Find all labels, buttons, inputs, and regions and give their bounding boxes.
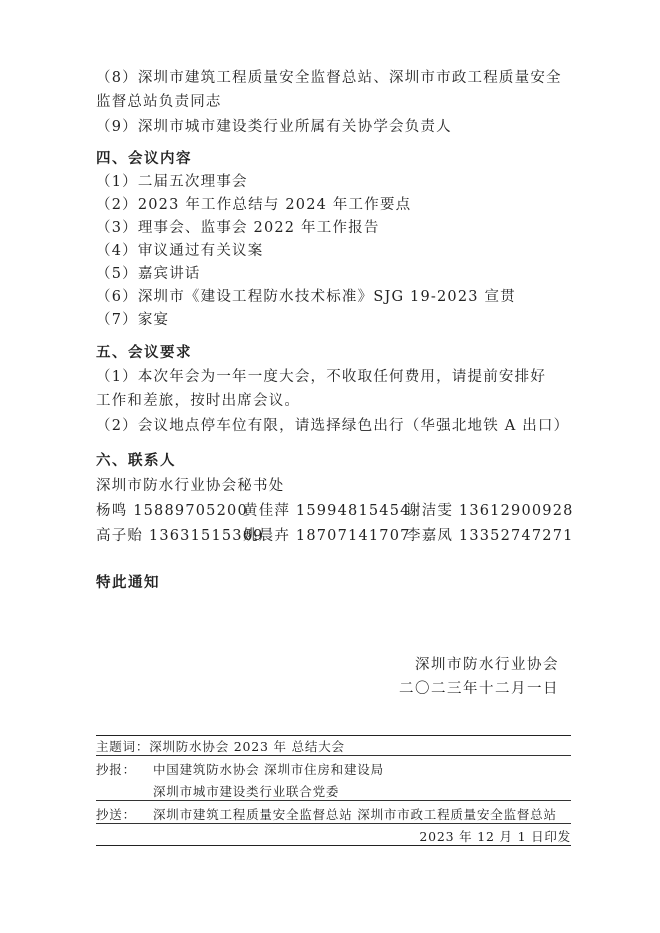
requirement-item-1: （1）本次年会为一年一度大会，不收取任何费用，请提前安排好 <box>96 369 547 385</box>
section-6-heading: 六、联系人 <box>96 453 176 469</box>
attendee-item-8: （8）深圳市建筑工程质量安全监督总站、深圳市市政工程质量安全 <box>96 70 562 86</box>
contact-person: 高子贻 13631515369 <box>96 528 264 544</box>
agenda-item: （7）家宴 <box>96 312 170 328</box>
contact-person: 黄佳萍 15994815454 <box>243 503 411 519</box>
subject-label: 主题词： <box>96 739 150 754</box>
footer-rule-bottom <box>96 845 571 846</box>
report-recipients-2: 深圳市城市建设类行业联合党委 <box>153 784 340 799</box>
footer-report-row-2 <box>96 782 571 800</box>
send-recipients: 深圳市建筑工程质量安全监督总站 深圳市市政工程质量安全监督总站 <box>153 807 557 822</box>
section-5-heading: 五、会议要求 <box>96 345 192 361</box>
agenda-item: （5）嘉宾讲话 <box>96 266 201 282</box>
footer-rule <box>96 823 571 824</box>
attendee-item-9: （9）深圳市城市建设类行业所属有关协学会负责人 <box>96 119 452 135</box>
footer-send-row <box>96 805 571 823</box>
notice-closing: 特此通知 <box>96 575 160 591</box>
footer-subject-row <box>96 737 571 755</box>
contact-row-2 <box>96 524 574 545</box>
footer-issued-row <box>96 827 571 845</box>
attendee-item-8-continued: 监督总站负责同志 <box>96 94 222 110</box>
requirement-item-2: （2）会议地点停车位有限，请选择绿色出行（华强北地铁 A 出口） <box>96 418 570 434</box>
requirement-item-1-continued: 工作和差旅，按时出席会议。 <box>96 393 301 409</box>
contact-row-1 <box>96 499 574 520</box>
agenda-item: （3）理事会、监事会 2022 年工作报告 <box>96 220 380 236</box>
contact-person: 杨鸣 15889705200 <box>96 503 248 519</box>
report-label: 抄报： <box>96 762 136 777</box>
agenda-item: （4）审议通过有关议案 <box>96 243 264 259</box>
footer-report-row <box>96 760 571 778</box>
contact-person: 姚晨卉 18707141707 <box>243 528 411 544</box>
footer-rule <box>96 800 571 801</box>
report-recipients: 中国建筑防水协会 深圳市住房和建设局 <box>153 762 384 777</box>
agenda-item: （6）深圳市《建设工程防水技术标准》SJG 19-2023 宣贯 <box>96 289 516 305</box>
contact-person: 谢洁雯 13612900928 <box>406 503 574 519</box>
subject-keywords: 深圳防水协会 2023 年 总结大会 <box>149 739 345 754</box>
contact-person: 李嘉凤 13352747271 <box>406 528 574 544</box>
send-label: 抄送： <box>96 807 136 822</box>
section-4-heading: 四、会议内容 <box>96 151 192 167</box>
contact-organization: 深圳市防水行业协会秘书处 <box>96 478 285 494</box>
signature-organization: 深圳市防水行业协会 <box>415 657 559 673</box>
footer-rule-top <box>96 735 571 736</box>
issued-date: 2023 年 12 月 1 日印发 <box>419 829 571 844</box>
footer-rule <box>96 755 571 756</box>
agenda-item: （2）2023 年工作总结与 2024 年工作要点 <box>96 197 412 213</box>
signature-date: 二〇二三年十二月一日 <box>399 681 559 697</box>
agenda-item: （1）二届五次理事会 <box>96 174 248 190</box>
